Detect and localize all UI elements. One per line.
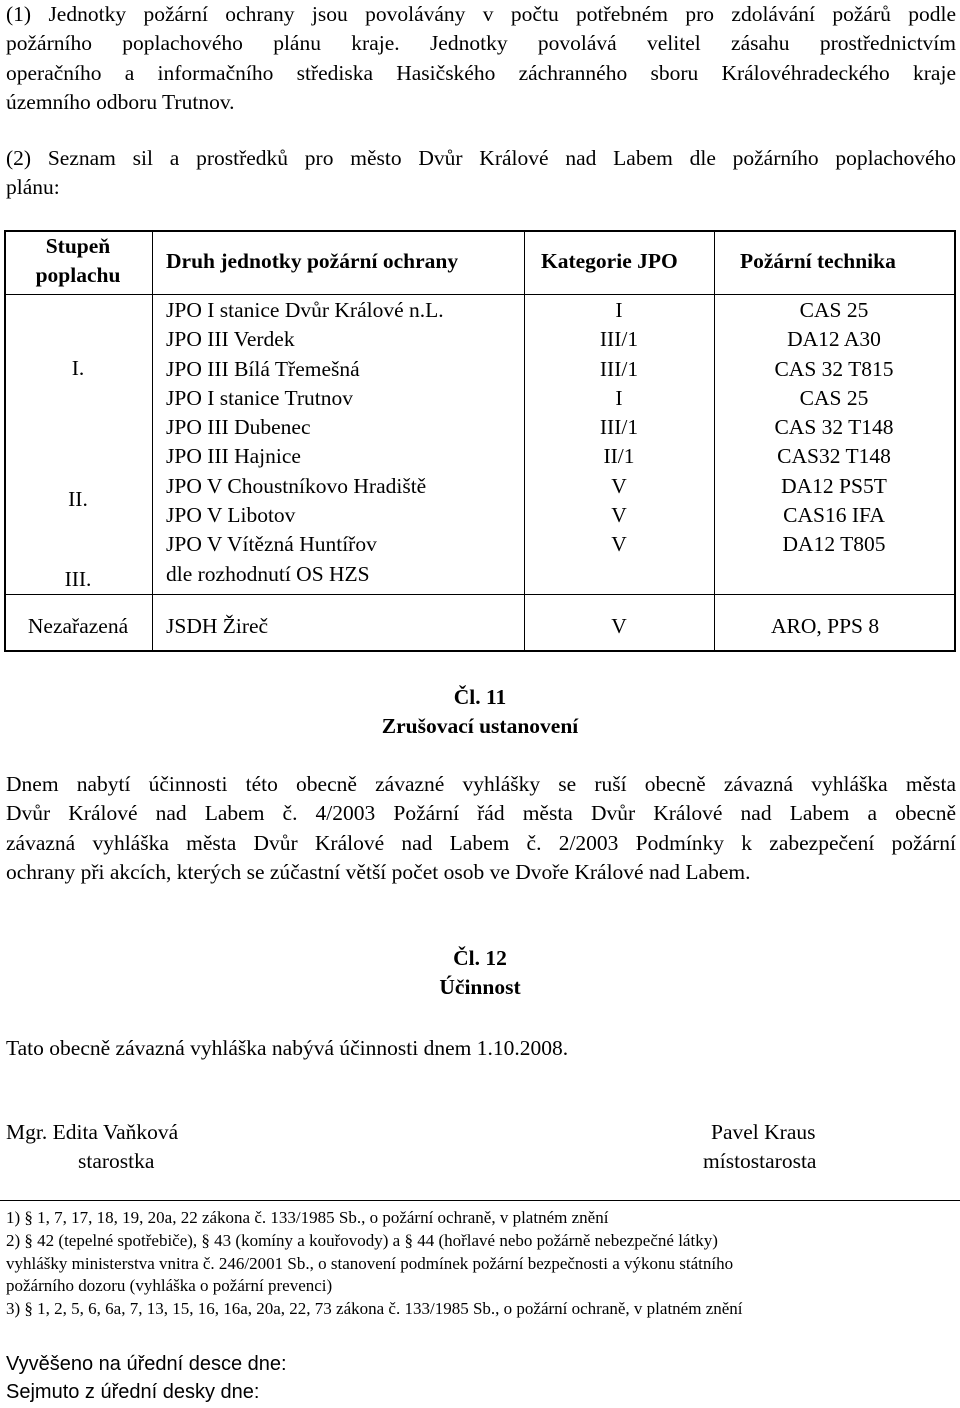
paragraph-1 — [6, 0, 956, 117]
header-stage-line: poplachu — [35, 263, 121, 288]
unassigned-equipment: ARO, PPS 8 — [771, 614, 880, 638]
table-cell-equipment: CAS32 T148 — [777, 444, 891, 469]
footnote-line: vyhlášky ministerstva vnitra č. 246/2001 Sb., o stanovení podmínek požární bezpečnosti a výkonu státního — [6, 1253, 734, 1273]
table-cell-equipment: CAS16 IFA — [783, 503, 885, 528]
header-category: Kategorie JPO — [541, 249, 678, 273]
table-cell-unit: JPO V Vítězná Huntířov — [166, 532, 377, 557]
table-cell-unit: JPO I stanice Dvůr Králové n.L. — [166, 298, 444, 322]
table-cell-unit: JPO V Libotov — [166, 503, 296, 528]
table-cell-equipment: DA12 A30 — [787, 327, 881, 352]
table-cell-category: V — [611, 473, 627, 498]
table-cell-category: V — [611, 503, 627, 528]
header-equipment: Požární technika — [740, 249, 896, 273]
paragraph-line: ochrany při akcích, kterých se zúčastní větší počet osob ve Dvoře Králové nad Labem. — [6, 859, 751, 884]
table-rule — [152, 230, 153, 650]
stage-label: III. — [64, 567, 92, 591]
paragraph-line: požárního poplachového plánu kraje. Jednotky povolává velitel zásahu prostřednictvím — [6, 31, 956, 56]
table-rule — [4, 294, 954, 295]
alarm-plan-table — [4, 230, 954, 650]
table-cell-category: III/1 — [599, 415, 639, 440]
paragraph-line: plánu: — [6, 175, 60, 200]
stage-label: I. — [71, 356, 85, 380]
signature-left-name: Mgr. Edita Vaňková — [6, 1120, 179, 1144]
footnote-line: 3) § 1, 2, 5, 6, 6a, 7, 13, 15, 16, 16a, 20a, 22, 73 zákona č. 133/1985 Sb., o požární ochraně, v platném znění — [6, 1299, 743, 1319]
stage-label: II. — [68, 487, 88, 511]
table-cell-unit: JPO III Bílá Třemešná — [166, 356, 360, 381]
article-11-number: Čl. 11 — [453, 685, 507, 709]
table-cell-equipment: CAS 32 T148 — [774, 415, 894, 440]
table-cell-equipment: CAS 25 — [799, 385, 869, 410]
signature-left-role: starostka — [78, 1149, 155, 1173]
posted-label: Vyvěšeno na úřední desce dne: — [6, 1353, 287, 1375]
unassigned-unit: JSDH Žireč — [166, 614, 269, 638]
table-cell-unit: JPO I stanice Trutnov — [166, 385, 353, 410]
header-stage — [4, 232, 152, 291]
paragraph-line: Dnem nabytí účinnosti této obecně závazné vyhlášky se ruší obecně závazná vyhláška města — [6, 772, 956, 796]
article-11-body — [6, 770, 956, 887]
table-cell-equipment: CAS 32 T815 — [774, 356, 894, 381]
article-12-title: Účinnost — [439, 975, 521, 999]
signature-right-role: místostarosta — [703, 1149, 817, 1173]
paragraph-line: Dvůr Králové nad Labem č. 4/2003 Požární řád města Dvůr Králové nad Labem a obecně — [6, 801, 956, 826]
header-stage-line: Stupeň — [45, 234, 111, 258]
table-cell-category: I — [615, 385, 623, 410]
paragraph-line: závazná vyhláška města Dvůr Králové nad Labem č. 2/2003 Podmínky k zabezpečení požární — [6, 830, 956, 855]
paragraph-line: (1) Jednotky požární ochrany jsou povolávány v počtu potřebném pro zdolávání požárů podle — [6, 2, 956, 26]
unassigned-stage: Nezařazená — [27, 614, 129, 638]
article-11-title: Zrušovací ustanovení — [381, 714, 579, 738]
paragraph-line: Tato obecně závazná vyhláška nabývá účinnosti dnem 1.10.2008. — [6, 1036, 569, 1060]
header-unit: Druh jednotky požární ochrany — [166, 249, 459, 273]
footnotes — [6, 1207, 946, 1321]
footnote-line: 1) § 1, 7, 17, 18, 19, 20a, 22 zákona č. 133/1985 Sb., o požární ochraně, v platném znění — [6, 1208, 609, 1227]
paragraph-line: územního odboru Trutnov. — [6, 89, 235, 114]
table-cell-unit: JPO III Hajnice — [166, 444, 301, 469]
table-cell-category: III/1 — [599, 327, 639, 352]
footnote-separator — [0, 1200, 960, 1201]
article-12-number: Čl. 12 — [453, 946, 507, 970]
article-12-body — [6, 1034, 956, 1063]
table-cell-category: II/1 — [603, 444, 635, 469]
table-cell-category: V — [611, 532, 627, 557]
paragraph-line: (2) Seznam sil a prostředků pro město Dvůr Králové nad Labem dle požárního poplachového — [6, 146, 956, 170]
table-cell-unit: JPO III Verdek — [166, 327, 295, 352]
footnote-line: požárního dozoru (vyhláška o požární prevenci) — [6, 1276, 333, 1296]
table-cell-equipment: DA12 PS5T — [781, 473, 887, 498]
table-cell-category: III/1 — [599, 356, 639, 381]
table-cell-unit: JPO V Choustníkovo Hradiště — [166, 473, 427, 498]
table-cell-category: I — [615, 298, 623, 322]
signature-right-name: Pavel Kraus — [711, 1120, 816, 1144]
table-cell-equipment: CAS 25 — [799, 298, 869, 322]
footnote-line: 2) § 42 (tepelné spotřebiče), § 43 (komíny a kouřovody) a § 44 (hořlavé nebo požárně nebezpečné látky) — [6, 1230, 718, 1250]
table-cell-unit: JPO III Dubenec — [166, 415, 311, 440]
table-cell-unit: dle rozhodnutí OS HZS — [166, 561, 370, 586]
removed-label: Sejmuto z úřední desky dne: — [6, 1381, 260, 1403]
table-cell-equipment: DA12 T805 — [782, 532, 886, 557]
paragraph-line: operačního a informačního střediska Hasičského záchranného sboru Královéhradeckého kraje — [6, 60, 956, 85]
paragraph-2 — [6, 144, 956, 203]
unassigned-category: V — [611, 614, 627, 638]
